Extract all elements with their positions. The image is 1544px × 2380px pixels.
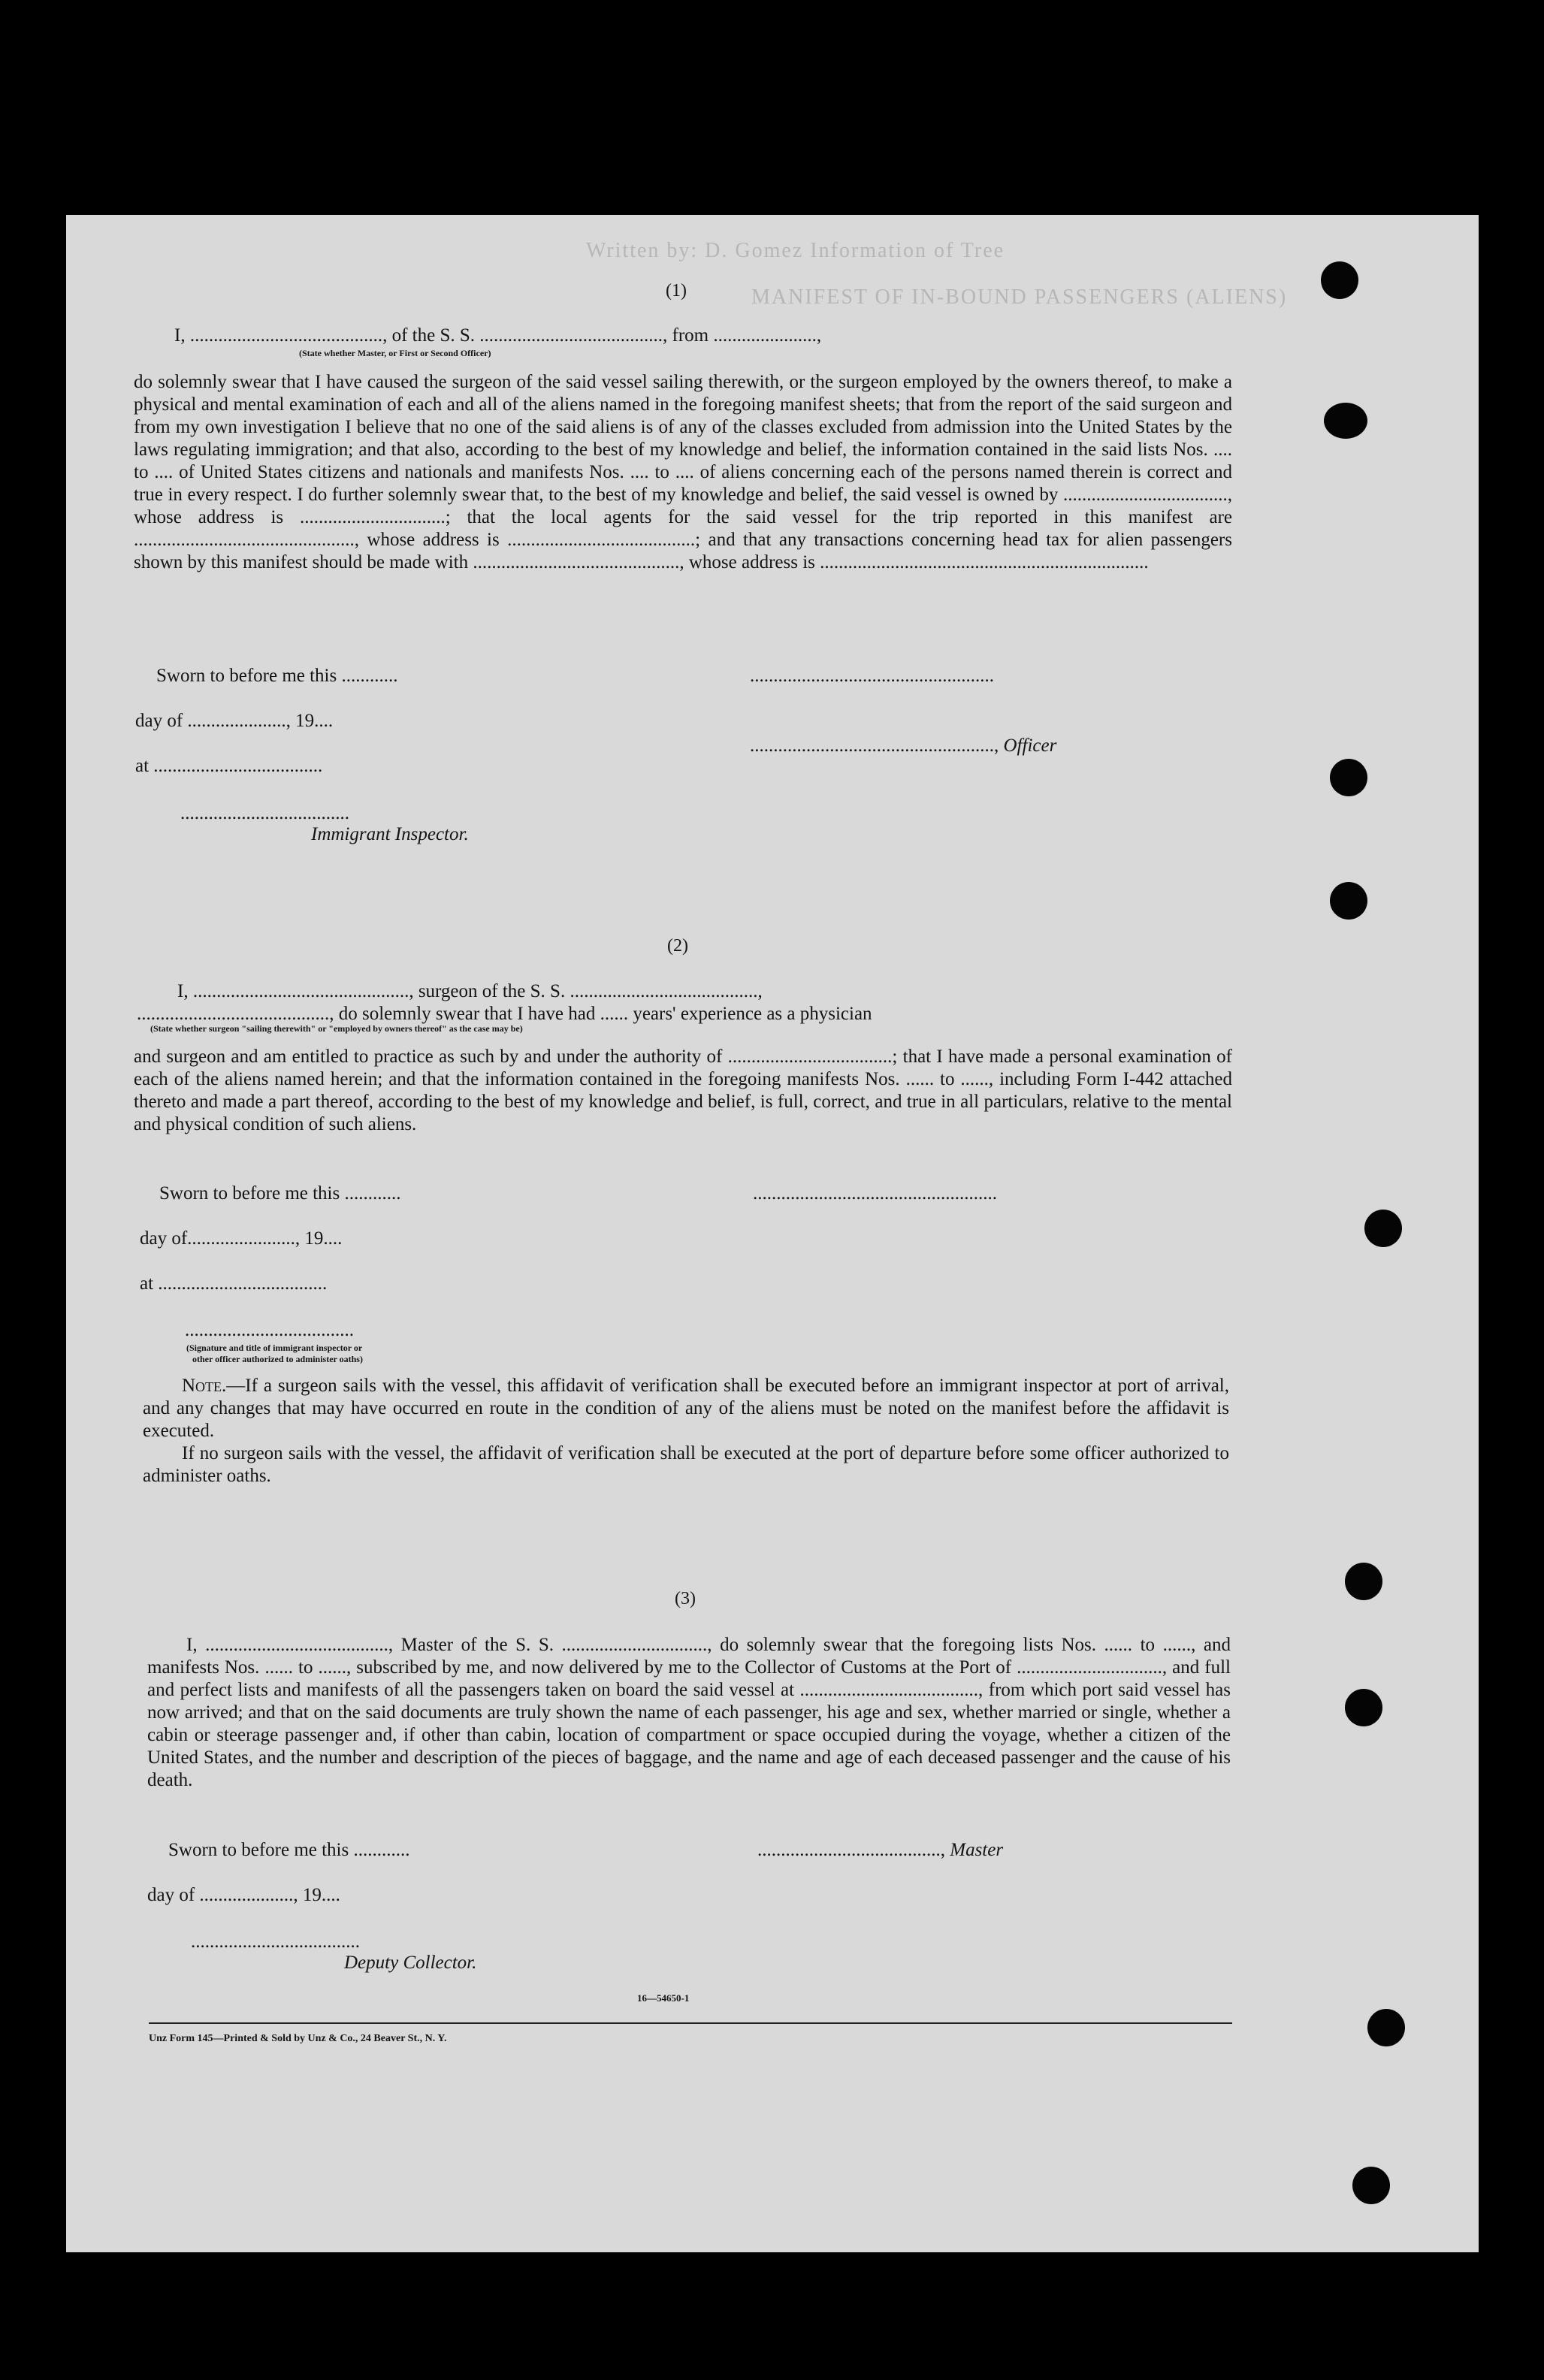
section-3-body bbox=[147, 1634, 1231, 1792]
punch-hole bbox=[1321, 261, 1358, 299]
note-text: —If a surgeon sails with the vessel, this affidavit of verification shall be executed before an immigrant inspector at port of arrival, and any changes that may have occurred en route in the condition of any of the aliens must be noted on the manifest before the affidavit is executed. bbox=[143, 1376, 1229, 1441]
section-1-signature-line: .................................................... bbox=[750, 666, 994, 686]
punch-hole bbox=[1345, 1689, 1382, 1726]
immigrant-inspector-label: Immigrant Inspector. bbox=[311, 824, 469, 844]
section-2-authority-note: other officer authorized to administer oaths) bbox=[192, 1354, 363, 1364]
section-2-heading: (2) bbox=[667, 936, 688, 956]
master-line: ......................................., bbox=[757, 1840, 950, 1860]
section-2-at: at .................................... bbox=[140, 1273, 328, 1294]
section-1-inspector-line: .................................... bbox=[180, 803, 349, 823]
section-1-heading: (1) bbox=[666, 281, 687, 301]
section-1-body bbox=[134, 371, 1232, 574]
section-2-authority-line: .................................... bbox=[185, 1320, 354, 1340]
section-2-note bbox=[143, 1375, 1229, 1488]
section-2-line-note: (State whether surgeon "sailing therewith" or "employed by owners thereof" as the case may be) bbox=[150, 1023, 523, 1034]
punch-hole bbox=[1330, 759, 1367, 796]
section-1-first-line: I, ........................................., of the S. S. ......................................., from ......................, bbox=[174, 325, 822, 346]
bleed-through-text: Written by: D. Gomez Information of Tree bbox=[586, 239, 1005, 262]
officer-line: ...................................................., bbox=[750, 735, 1004, 756]
section-3-oath-text: I, ......................................., Master of the S. S. ..............................., do solemnly swear that the foregoing lists Nos. ...... to ......, and manifests Nos. ...... to ......, subscribed by me, and now delivered by me to the Collector of Customs at the Port of ..............................., and full and perfect lists and manifests of all the passengers taken on board the said vessel at ......................................, from which port said vessel has now arrived; and that on the said documents are truly shown the name of each passenger, his age and sex, whether married or single, whether a cabin or steerage passenger and, if other than cabin, location of compartment or space occupied during the voyage, whether a citizen of the United States, and the number and description of the pieces of baggage, and the name and age of each deceased passenger and the cause of his death. bbox=[147, 1635, 1231, 1790]
punch-hole bbox=[1345, 1563, 1382, 1600]
section-2-authority-note: (Signature and title of immigrant inspector or bbox=[186, 1343, 363, 1353]
officer-label: Officer bbox=[1003, 735, 1057, 756]
master-label: Master bbox=[950, 1840, 1004, 1860]
section-3-sworn: Sworn to before me this ............ bbox=[168, 1840, 410, 1860]
section-2-day-of: day of......................., 19.... bbox=[140, 1228, 343, 1249]
section-3-master-signature bbox=[757, 1839, 1003, 1862]
section-3-heading: (3) bbox=[675, 1589, 696, 1608]
section-2-body: and surgeon and am entitled to practice as such by and under the authority of ...................................; that I have made a personal examination of each of the aliens named herein; and that the information contained in the foregoing manifests Nos. ...... to ......, including Form I-442 attached thereto and made a part thereof, according to the best of my knowledge and belief, is full, correct, and true in all particulars, relative to the mental and physical condition of such aliens. bbox=[134, 1047, 1232, 1134]
note-text-2: If no surgeon sails with the vessel, the affidavit of verification shall be executed at the port of departure before some officer authorized to administer oaths. bbox=[143, 1443, 1229, 1486]
punch-hole bbox=[1324, 403, 1367, 439]
section-1-line-note: (State whether Master, or First or Second Officer) bbox=[299, 348, 491, 358]
section-1-officer-signature bbox=[750, 735, 1056, 757]
punch-hole bbox=[1330, 882, 1367, 920]
section-1-day-of: day of ....................., 19.... bbox=[135, 711, 334, 731]
section-1-sworn: Sworn to before me this ............ bbox=[156, 666, 398, 686]
punch-hole bbox=[1364, 1210, 1402, 1247]
section-1-oath-text: do solemnly swear that I have caused the surgeon of the said vessel sailing therewith, or the surgeon employed by the owners thereof, to make a physical and mental examination of each and all of the aliens named in the foregoing manifest sheets; that from the report of the said surgeon and from my own investigation I believe that no one of the said aliens is of any of the classes excluded from admission into the United States by the laws regulating immigration; and that also, according to the best of my knowledge and belief, the information contained in the said lists Nos. .... to .... of United States citizens and nationals and manifests Nos. .... to .... of aliens concerning each of the persons named therein is correct and true in every respect. I do further solemnly swear that, to the best of my knowledge and belief, the said vessel is owned by ..................................., whose address is ...............................; that the local agents for the said vessel for the trip reported in this manifest are ..............................................., whose address is ........................................; and that any transactions concerning head tax for alien passengers shown by this manifest should be made with ............................................, whose address is ...................................................................... bbox=[134, 372, 1232, 572]
printer-imprint: Unz Form 145—Printed & Sold by Unz & Co., 24 Beaver St., N. Y. bbox=[149, 2033, 447, 2044]
bleed-through-text: MANIFEST OF IN-BOUND PASSENGERS (ALIENS) bbox=[751, 285, 1288, 309]
form-number: 16—54650-1 bbox=[637, 1992, 690, 2004]
section-2-first-line: I, .............................................., surgeon of the S. S. ........................................, bbox=[177, 981, 763, 1001]
section-3-collector-line: .................................... bbox=[191, 1931, 360, 1952]
section-3-day-of: day of ...................., 19.... bbox=[147, 1885, 340, 1905]
deputy-collector-label: Deputy Collector. bbox=[344, 1953, 477, 1973]
section-1-at: at .................................... bbox=[135, 756, 323, 776]
note-label: Note. bbox=[182, 1376, 227, 1396]
punch-hole bbox=[1352, 2167, 1390, 2204]
section-2-sworn: Sworn to before me this ............ bbox=[159, 1183, 401, 1204]
section-2-signature-line: .................................................... bbox=[753, 1183, 997, 1204]
punch-hole bbox=[1367, 2009, 1405, 2046]
footer-rule bbox=[149, 2022, 1232, 2024]
section-2-second-line: ........................................., do solemnly swear that I have had ...... years' experience as a physician bbox=[137, 1004, 872, 1024]
